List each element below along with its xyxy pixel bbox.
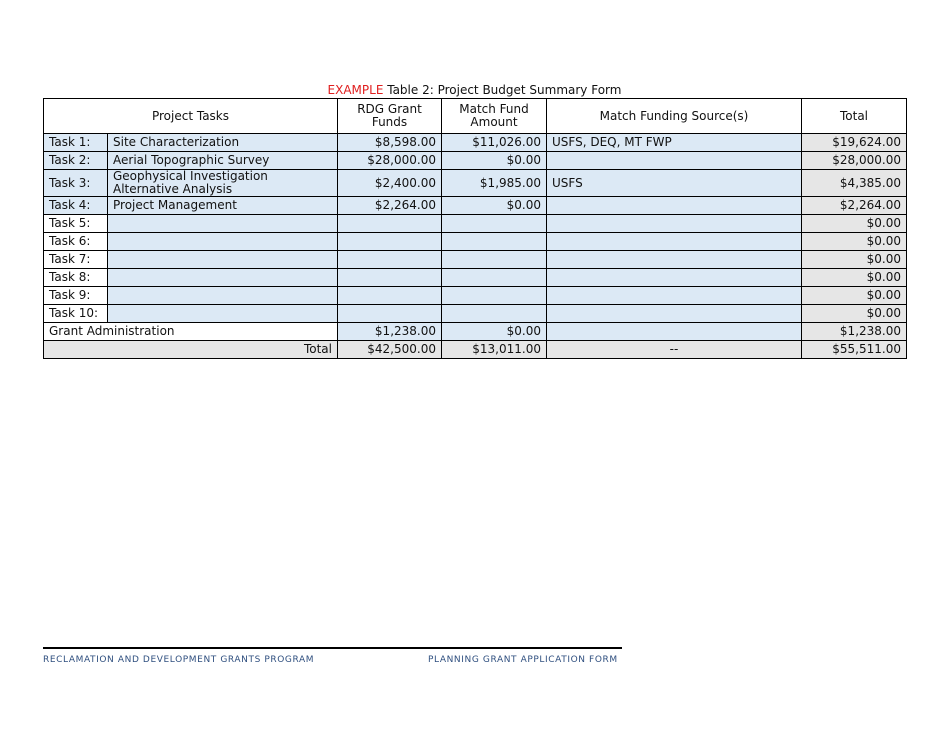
match-amount-field[interactable]: [442, 215, 547, 233]
rdg-funds-field[interactable]: $8,598.00: [338, 134, 442, 152]
rdg-funds-field[interactable]: [338, 215, 442, 233]
match-amount-field[interactable]: $11,026.00: [442, 134, 547, 152]
table-title: Table 2: Project Budget Summary Form: [383, 83, 622, 97]
match-source-field[interactable]: [547, 197, 802, 215]
header-match-funding-source: Match Funding Source(s): [547, 99, 802, 134]
task-label: Task 9:: [44, 287, 108, 305]
task-name-field[interactable]: [108, 215, 338, 233]
table-row: [44, 134, 907, 152]
task-label: Task 8:: [44, 269, 108, 287]
rdg-funds-field[interactable]: [338, 233, 442, 251]
task-label: Task 5:: [44, 215, 108, 233]
header-rdg-line2: Funds: [371, 115, 408, 129]
task-name-field[interactable]: [108, 287, 338, 305]
match-amount-field[interactable]: [442, 251, 547, 269]
match-amount-field[interactable]: [442, 233, 547, 251]
total-match-source: --: [547, 341, 802, 359]
task-label: Task 1:: [44, 134, 108, 152]
task-name-field[interactable]: [108, 269, 338, 287]
header-match-line1: Match Fund: [459, 102, 529, 116]
grant-admin-source-field[interactable]: [547, 323, 802, 341]
rdg-funds-field[interactable]: $2,400.00: [338, 170, 442, 197]
grand-total: $55,511.00: [802, 341, 907, 359]
header-match-line2: Amount: [470, 115, 518, 129]
example-label: EXAMPLE: [327, 83, 384, 97]
task-name-field[interactable]: [108, 170, 338, 197]
task-label: Task 4:: [44, 197, 108, 215]
totals-row: [44, 341, 907, 359]
header-rdg-line1: RDG Grant: [357, 102, 422, 116]
match-source-field[interactable]: [547, 305, 802, 323]
match-amount-field[interactable]: $0.00: [442, 197, 547, 215]
rdg-funds-field[interactable]: $2,264.00: [338, 197, 442, 215]
match-source-field[interactable]: [547, 269, 802, 287]
footer-program-name: RECLAMATION AND DEVELOPMENT GRANTS PROGRAM: [43, 655, 315, 665]
rdg-funds-field[interactable]: [338, 251, 442, 269]
match-amount-field[interactable]: [442, 269, 547, 287]
task-label: Task 10:: [44, 305, 108, 323]
match-amount-field[interactable]: $0.00: [442, 152, 547, 170]
row-total: $0.00: [802, 215, 907, 233]
row-total: $0.00: [802, 251, 907, 269]
header-match-fund-amount: [442, 99, 547, 134]
row-total: $0.00: [802, 305, 907, 323]
match-amount-field[interactable]: [442, 305, 547, 323]
task-name-field[interactable]: Aerial Topographic Survey: [108, 152, 338, 170]
task-name-line1: Geophysical Investigation: [113, 169, 268, 183]
table-row: [44, 287, 907, 305]
row-total: $2,264.00: [802, 197, 907, 215]
match-source-field[interactable]: [547, 233, 802, 251]
footer-divider: [43, 647, 622, 649]
task-label: Task 2:: [44, 152, 108, 170]
match-source-field[interactable]: [547, 251, 802, 269]
match-source-field[interactable]: [547, 215, 802, 233]
grant-admin-rdg-field[interactable]: $1,238.00: [338, 323, 442, 341]
row-total: $0.00: [802, 269, 907, 287]
table-caption: [43, 83, 906, 97]
task-label: Task 7:: [44, 251, 108, 269]
match-amount-field[interactable]: $1,985.00: [442, 170, 547, 197]
task-name-field[interactable]: [108, 251, 338, 269]
table-row: [44, 197, 907, 215]
row-total: $4,385.00: [802, 170, 907, 197]
grant-admin-label: Grant Administration: [44, 323, 338, 341]
totals-label: Total: [44, 341, 338, 359]
total-rdg-funds: $42,500.00: [338, 341, 442, 359]
task-label: Task 3:: [44, 170, 108, 197]
header-row: [44, 99, 907, 134]
match-source-field[interactable]: USFS: [547, 170, 802, 197]
footer-form-name: PLANNING GRANT APPLICATION FORM: [428, 655, 618, 665]
task-name-field[interactable]: [108, 233, 338, 251]
table-row: [44, 305, 907, 323]
table-row: [44, 269, 907, 287]
header-rdg-grant-funds: [338, 99, 442, 134]
task-name-line2: Alternative Analysis: [113, 182, 233, 196]
header-total: Total: [802, 99, 907, 134]
table-row: [44, 152, 907, 170]
task-name-field[interactable]: Project Management: [108, 197, 338, 215]
table-row: [44, 251, 907, 269]
rdg-funds-field[interactable]: [338, 305, 442, 323]
rdg-funds-field[interactable]: [338, 269, 442, 287]
grant-admin-match-field[interactable]: $0.00: [442, 323, 547, 341]
match-source-field[interactable]: [547, 287, 802, 305]
table-row: [44, 233, 907, 251]
total-match-amount: $13,011.00: [442, 341, 547, 359]
row-total: $0.00: [802, 287, 907, 305]
task-name-field[interactable]: Site Characterization: [108, 134, 338, 152]
match-amount-field[interactable]: [442, 287, 547, 305]
header-project-tasks: Project Tasks: [44, 99, 338, 134]
match-source-field[interactable]: USFS, DEQ, MT FWP: [547, 134, 802, 152]
task-label: Task 6:: [44, 233, 108, 251]
table-row: [44, 170, 907, 197]
match-source-field[interactable]: [547, 152, 802, 170]
grant-admin-total: $1,238.00: [802, 323, 907, 341]
task-name-field[interactable]: [108, 305, 338, 323]
row-total: $19,624.00: [802, 134, 907, 152]
grant-administration-row: [44, 323, 907, 341]
table-row: [44, 215, 907, 233]
budget-summary-table: [43, 98, 907, 359]
rdg-funds-field[interactable]: $28,000.00: [338, 152, 442, 170]
rdg-funds-field[interactable]: [338, 287, 442, 305]
row-total: $0.00: [802, 233, 907, 251]
row-total: $28,000.00: [802, 152, 907, 170]
